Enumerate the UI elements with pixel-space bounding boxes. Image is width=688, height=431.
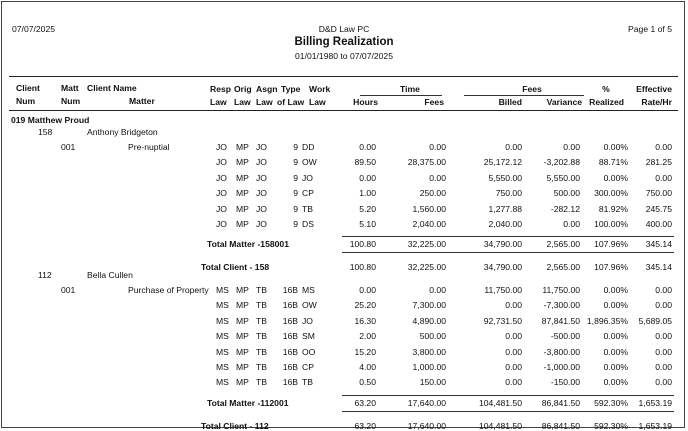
asgn-law: TB — [256, 285, 267, 295]
total-client-variance: 2,565.00 — [546, 262, 580, 273]
asgn-law: JO — [256, 188, 267, 199]
orig-law: MP — [236, 346, 249, 357]
work-law: TB — [302, 377, 313, 388]
orig-law: MP — [236, 157, 249, 168]
col-work: Work — [309, 84, 331, 94]
cell-pct: 0.00% — [603, 377, 628, 388]
total-matter-label: Total Matter -158001 — [207, 239, 289, 250]
cell-hours: 15.20 — [354, 346, 376, 357]
cell-pct: 0.00% — [603, 300, 628, 311]
cell-pct: 0.00% — [603, 362, 628, 372]
matter-number: 001 — [61, 285, 76, 295]
cell-fees: 1,560.00 — [412, 203, 446, 214]
cell-rate: 5,689.05 — [638, 315, 672, 326]
cell-variance: -1,000.00 — [543, 362, 580, 372]
cell-billed: 1,277.88 — [488, 203, 522, 214]
cell-rate: 0.00 — [655, 142, 672, 152]
cell-fees: 2,040.00 — [412, 219, 446, 229]
cell-fees: 150.00 — [419, 377, 446, 388]
orig-law: MP — [236, 331, 249, 342]
cell-pct: 0.00% — [603, 285, 628, 295]
type-of-law: 9 — [293, 157, 298, 168]
total-client-billed: 34,790.00 — [483, 262, 522, 273]
cell-billed: 0.00 — [505, 346, 522, 357]
cell-variance: -7,300.00 — [543, 300, 580, 311]
cell-variance: -282.12 — [550, 203, 580, 214]
resp-law: MS — [216, 346, 229, 357]
orig-law: MP — [236, 219, 249, 229]
time-group-underline — [360, 95, 442, 96]
cell-billed: 0.00 — [505, 362, 522, 372]
cell-rate: 0.00 — [655, 377, 672, 388]
col-matt: Matt — [61, 83, 79, 93]
cell-pct: 1,896.35% — [586, 315, 628, 326]
work-law: OW — [302, 300, 317, 311]
type-of-law: 16B — [282, 346, 298, 357]
client-number: 112 — [38, 270, 52, 280]
cell-hours: 0.00 — [359, 172, 376, 183]
total-matter-rate: 345.14 — [645, 239, 672, 250]
col-hours: Hours — [353, 97, 378, 107]
asgn-law: JO — [256, 142, 267, 152]
work-law: OW — [302, 157, 317, 168]
col-variance: Variance — [546, 97, 582, 107]
col-client: Client — [16, 83, 40, 93]
subtotal-line — [342, 236, 674, 237]
cell-pct: 0.00% — [603, 172, 628, 183]
orig-law: MP — [236, 172, 249, 183]
cell-hours: 5.10 — [359, 219, 376, 229]
orig-law: MP — [236, 377, 249, 388]
type-of-law: 16B — [282, 285, 298, 295]
resp-law: JO — [216, 142, 227, 152]
col-pct: % — [602, 84, 610, 94]
cell-pct: 88.71% — [598, 157, 628, 168]
col-rate-hr: Rate/Hr — [641, 97, 672, 107]
orig-law: MP — [236, 362, 249, 372]
total-client-pct: 107.96% — [594, 262, 628, 273]
orig-law: MP — [236, 285, 249, 295]
work-law: CP — [302, 362, 314, 372]
resp-law: MS — [216, 315, 229, 326]
total-matter-hours: 63.20 — [354, 397, 376, 408]
cell-fees: 250.00 — [419, 188, 446, 199]
col-orig-law: Law — [234, 97, 251, 107]
cell-fees: 0.00 — [429, 285, 446, 295]
total-client-label: Total Client - 112 — [201, 420, 269, 431]
asgn-law: TB — [256, 377, 267, 388]
total-matter-hours: 100.80 — [349, 239, 376, 250]
cell-rate: 750.00 — [645, 188, 672, 199]
orig-law: MP — [236, 203, 249, 214]
cell-variance: 0.00 — [563, 142, 580, 152]
asgn-law: TB — [256, 362, 267, 372]
col-effective: Effective — [636, 84, 672, 94]
total-client-fees: 32,225.00 — [407, 262, 446, 273]
orig-law: MP — [236, 188, 249, 199]
report-date: 07/07/2025 — [12, 24, 56, 34]
report-title: Billing Realization — [294, 36, 394, 48]
col-fees: Fees — [424, 97, 444, 107]
asgn-law: JO — [256, 157, 267, 168]
client-name: Anthony Bridgeton — [87, 127, 158, 137]
cell-pct: 300.00% — [594, 188, 628, 199]
date-range: 01/01/1980 to 07/07/2025 — [295, 51, 393, 61]
total-matter-variance: 2,565.00 — [546, 239, 580, 250]
work-law: DD — [302, 142, 315, 152]
cell-billed: 2,040.00 — [488, 219, 522, 229]
col-type: Type — [281, 84, 301, 94]
total-client-label: Total Client - 158 — [201, 262, 270, 273]
total-matter-label: Total Matter -112001 — [207, 397, 289, 408]
total-matter-billed: 34,790.00 — [483, 239, 522, 250]
orig-law: MP — [236, 315, 249, 326]
matter-total-underline — [342, 252, 674, 253]
asgn-law: JO — [256, 203, 267, 214]
work-law: MS — [302, 285, 315, 295]
resp-law: JO — [216, 203, 227, 214]
total-matter-billed: 104,481.50 — [478, 397, 522, 408]
orig-law: MP — [236, 300, 249, 311]
page-number: Page 1 of 5 — [628, 24, 672, 34]
type-of-law: 16B — [282, 377, 298, 388]
resp-law: MS — [216, 300, 229, 311]
cell-pct: 0.00% — [603, 331, 628, 342]
resp-law: JO — [216, 172, 227, 183]
total-matter-fees: 32,225.00 — [407, 239, 446, 250]
cell-fees: 7,300.00 — [412, 300, 446, 311]
cell-rate: 0.00 — [655, 300, 672, 311]
cell-billed: 750.00 — [495, 188, 522, 199]
work-law: CP — [302, 188, 314, 199]
work-law: JO — [302, 315, 313, 326]
asgn-law: TB — [256, 346, 267, 357]
total-client-variance: 86,841.50 — [541, 420, 580, 431]
cell-hours: 0.00 — [359, 142, 376, 152]
subtotal-line — [342, 395, 674, 396]
work-law: TB — [302, 203, 313, 214]
col-type-of-law: of Law — [277, 97, 305, 107]
asgn-law: TB — [256, 300, 267, 311]
col-asgn-law: Law — [256, 97, 273, 107]
cell-billed: 0.00 — [505, 377, 522, 388]
col-client-num: Num — [16, 96, 36, 106]
cell-variance: 5,550.00 — [546, 172, 580, 183]
col-client-name: Client Name — [87, 83, 137, 93]
type-of-law: 16B — [282, 300, 298, 311]
type-of-law: 9 — [293, 172, 298, 183]
resp-law: MS — [216, 377, 229, 388]
cell-fees: 0.00 — [429, 172, 446, 183]
matter-total-underline — [342, 411, 674, 412]
cell-hours: 2.00 — [359, 331, 376, 342]
cell-hours: 0.00 — [359, 285, 376, 295]
cell-pct: 100.00% — [594, 219, 628, 229]
cell-rate: 0.00 — [655, 172, 672, 183]
cell-variance: 0.00 — [563, 219, 580, 229]
cell-billed: 11,750.00 — [484, 285, 522, 295]
orig-law: MP — [236, 142, 249, 152]
group-header: 019 Matthew Proud — [11, 115, 90, 125]
cell-fees: 3,800.00 — [412, 346, 446, 357]
col-billed: Billed — [498, 97, 522, 107]
total-client-rate: 345.14 — [645, 262, 672, 273]
cell-hours: 4.00 — [359, 362, 376, 372]
total-matter-variance: 86,841.50 — [541, 397, 580, 408]
col-asgn: Asgn — [256, 84, 278, 94]
fees-group-underline — [464, 95, 584, 96]
cell-hours: 25.20 — [354, 300, 376, 311]
work-law: DS — [302, 219, 314, 229]
cell-rate: 245.75 — [645, 203, 672, 214]
cell-billed: 0.00 — [505, 142, 522, 152]
total-client-rate: 1,653.19 — [638, 420, 672, 431]
col-resp: Resp — [210, 84, 232, 94]
col-resp-law: Law — [210, 97, 227, 107]
cell-pct: 0.00% — [603, 142, 628, 152]
work-law: OO — [302, 346, 316, 357]
cell-fees: 500.00 — [419, 331, 446, 342]
cell-rate: 0.00 — [655, 346, 672, 357]
col-realized: Realized — [589, 97, 624, 107]
cell-fees: 0.00 — [429, 142, 446, 152]
header-rule — [9, 76, 678, 77]
work-law: SM — [302, 331, 315, 342]
asgn-law: TB — [256, 331, 267, 342]
col-matt-num: Num — [61, 96, 81, 106]
matter-name: Purchase of Property — [128, 285, 209, 295]
total-client-hours: 63.20 — [354, 420, 376, 431]
column-rule — [9, 110, 678, 111]
col-time-group: Time — [400, 84, 420, 94]
asgn-law: JO — [256, 172, 267, 183]
cell-fees: 28,375.00 — [407, 157, 446, 168]
type-of-law: 16B — [282, 331, 298, 342]
cell-variance: -3,800.00 — [543, 346, 580, 357]
cell-rate: 0.00 — [655, 362, 672, 372]
client-number: 158 — [38, 127, 53, 137]
cell-fees: 4,890.00 — [412, 315, 446, 326]
type-of-law: 9 — [293, 219, 298, 229]
cell-rate: 400.00 — [645, 219, 672, 229]
total-client-fees: 17,640.00 — [407, 420, 446, 431]
matter-number: 001 — [61, 142, 76, 152]
col-matter: Matter — [129, 96, 155, 106]
client-name: Bella Cullen — [87, 270, 133, 280]
resp-law: JO — [216, 157, 227, 168]
total-matter-pct: 107.96% — [594, 239, 628, 250]
total-client-billed: 104,481.50 — [478, 420, 522, 431]
cell-pct: 0.00% — [603, 346, 628, 357]
resp-law: MS — [216, 285, 229, 295]
resp-law: JO — [216, 219, 227, 229]
total-client-pct: 592.30% — [594, 420, 628, 431]
cell-billed: 5,550.00 — [488, 172, 522, 183]
matter-name: Pre-nuptial — [128, 142, 170, 152]
firm-name: D&D Law PC — [318, 24, 370, 34]
asgn-law: TB — [256, 315, 267, 326]
col-fees-group: Fees — [522, 84, 542, 94]
total-matter-rate: 1,653.19 — [638, 397, 672, 408]
cell-billed: 0.00 — [505, 331, 522, 342]
cell-variance: 11,750.00 — [542, 285, 580, 295]
cell-fees: 1,000.00 — [412, 362, 446, 372]
cell-rate: 0.00 — [655, 285, 672, 295]
type-of-law: 9 — [293, 142, 298, 152]
cell-hours: 5.20 — [359, 203, 376, 214]
type-of-law: 9 — [293, 188, 298, 199]
col-work-law: Law — [309, 97, 326, 107]
col-orig: Orig — [234, 84, 252, 94]
cell-rate: 0.00 — [655, 331, 672, 342]
cell-variance: 87,841.50 — [541, 315, 580, 326]
type-of-law: 16B — [282, 362, 298, 372]
cell-variance: -150.00 — [550, 377, 580, 388]
cell-billed: 25,172.12 — [483, 157, 522, 168]
resp-law: MS — [216, 331, 229, 342]
resp-law: MS — [216, 362, 229, 372]
resp-law: JO — [216, 188, 227, 199]
total-matter-fees: 17,640.00 — [407, 397, 446, 408]
asgn-law: JO — [256, 219, 267, 229]
total-client-hours: 100.80 — [349, 262, 376, 273]
cell-hours: 16.30 — [354, 315, 376, 326]
cell-billed: 92,731.50 — [483, 315, 522, 326]
type-of-law: 9 — [293, 203, 298, 214]
cell-hours: 1.00 — [359, 188, 376, 199]
work-law: JO — [302, 172, 313, 183]
cell-hours: 0.50 — [359, 377, 376, 388]
cell-rate: 281.25 — [645, 157, 672, 168]
cell-variance: -3,202.88 — [543, 157, 580, 168]
cell-hours: 89.50 — [354, 157, 376, 168]
cell-pct: 81.92% — [598, 203, 628, 214]
cell-variance: -500.00 — [550, 331, 580, 342]
cell-variance: 500.00 — [553, 188, 580, 199]
type-of-law: 16B — [282, 315, 298, 326]
cell-billed: 0.00 — [505, 300, 522, 311]
total-matter-pct: 592.30% — [594, 397, 628, 408]
